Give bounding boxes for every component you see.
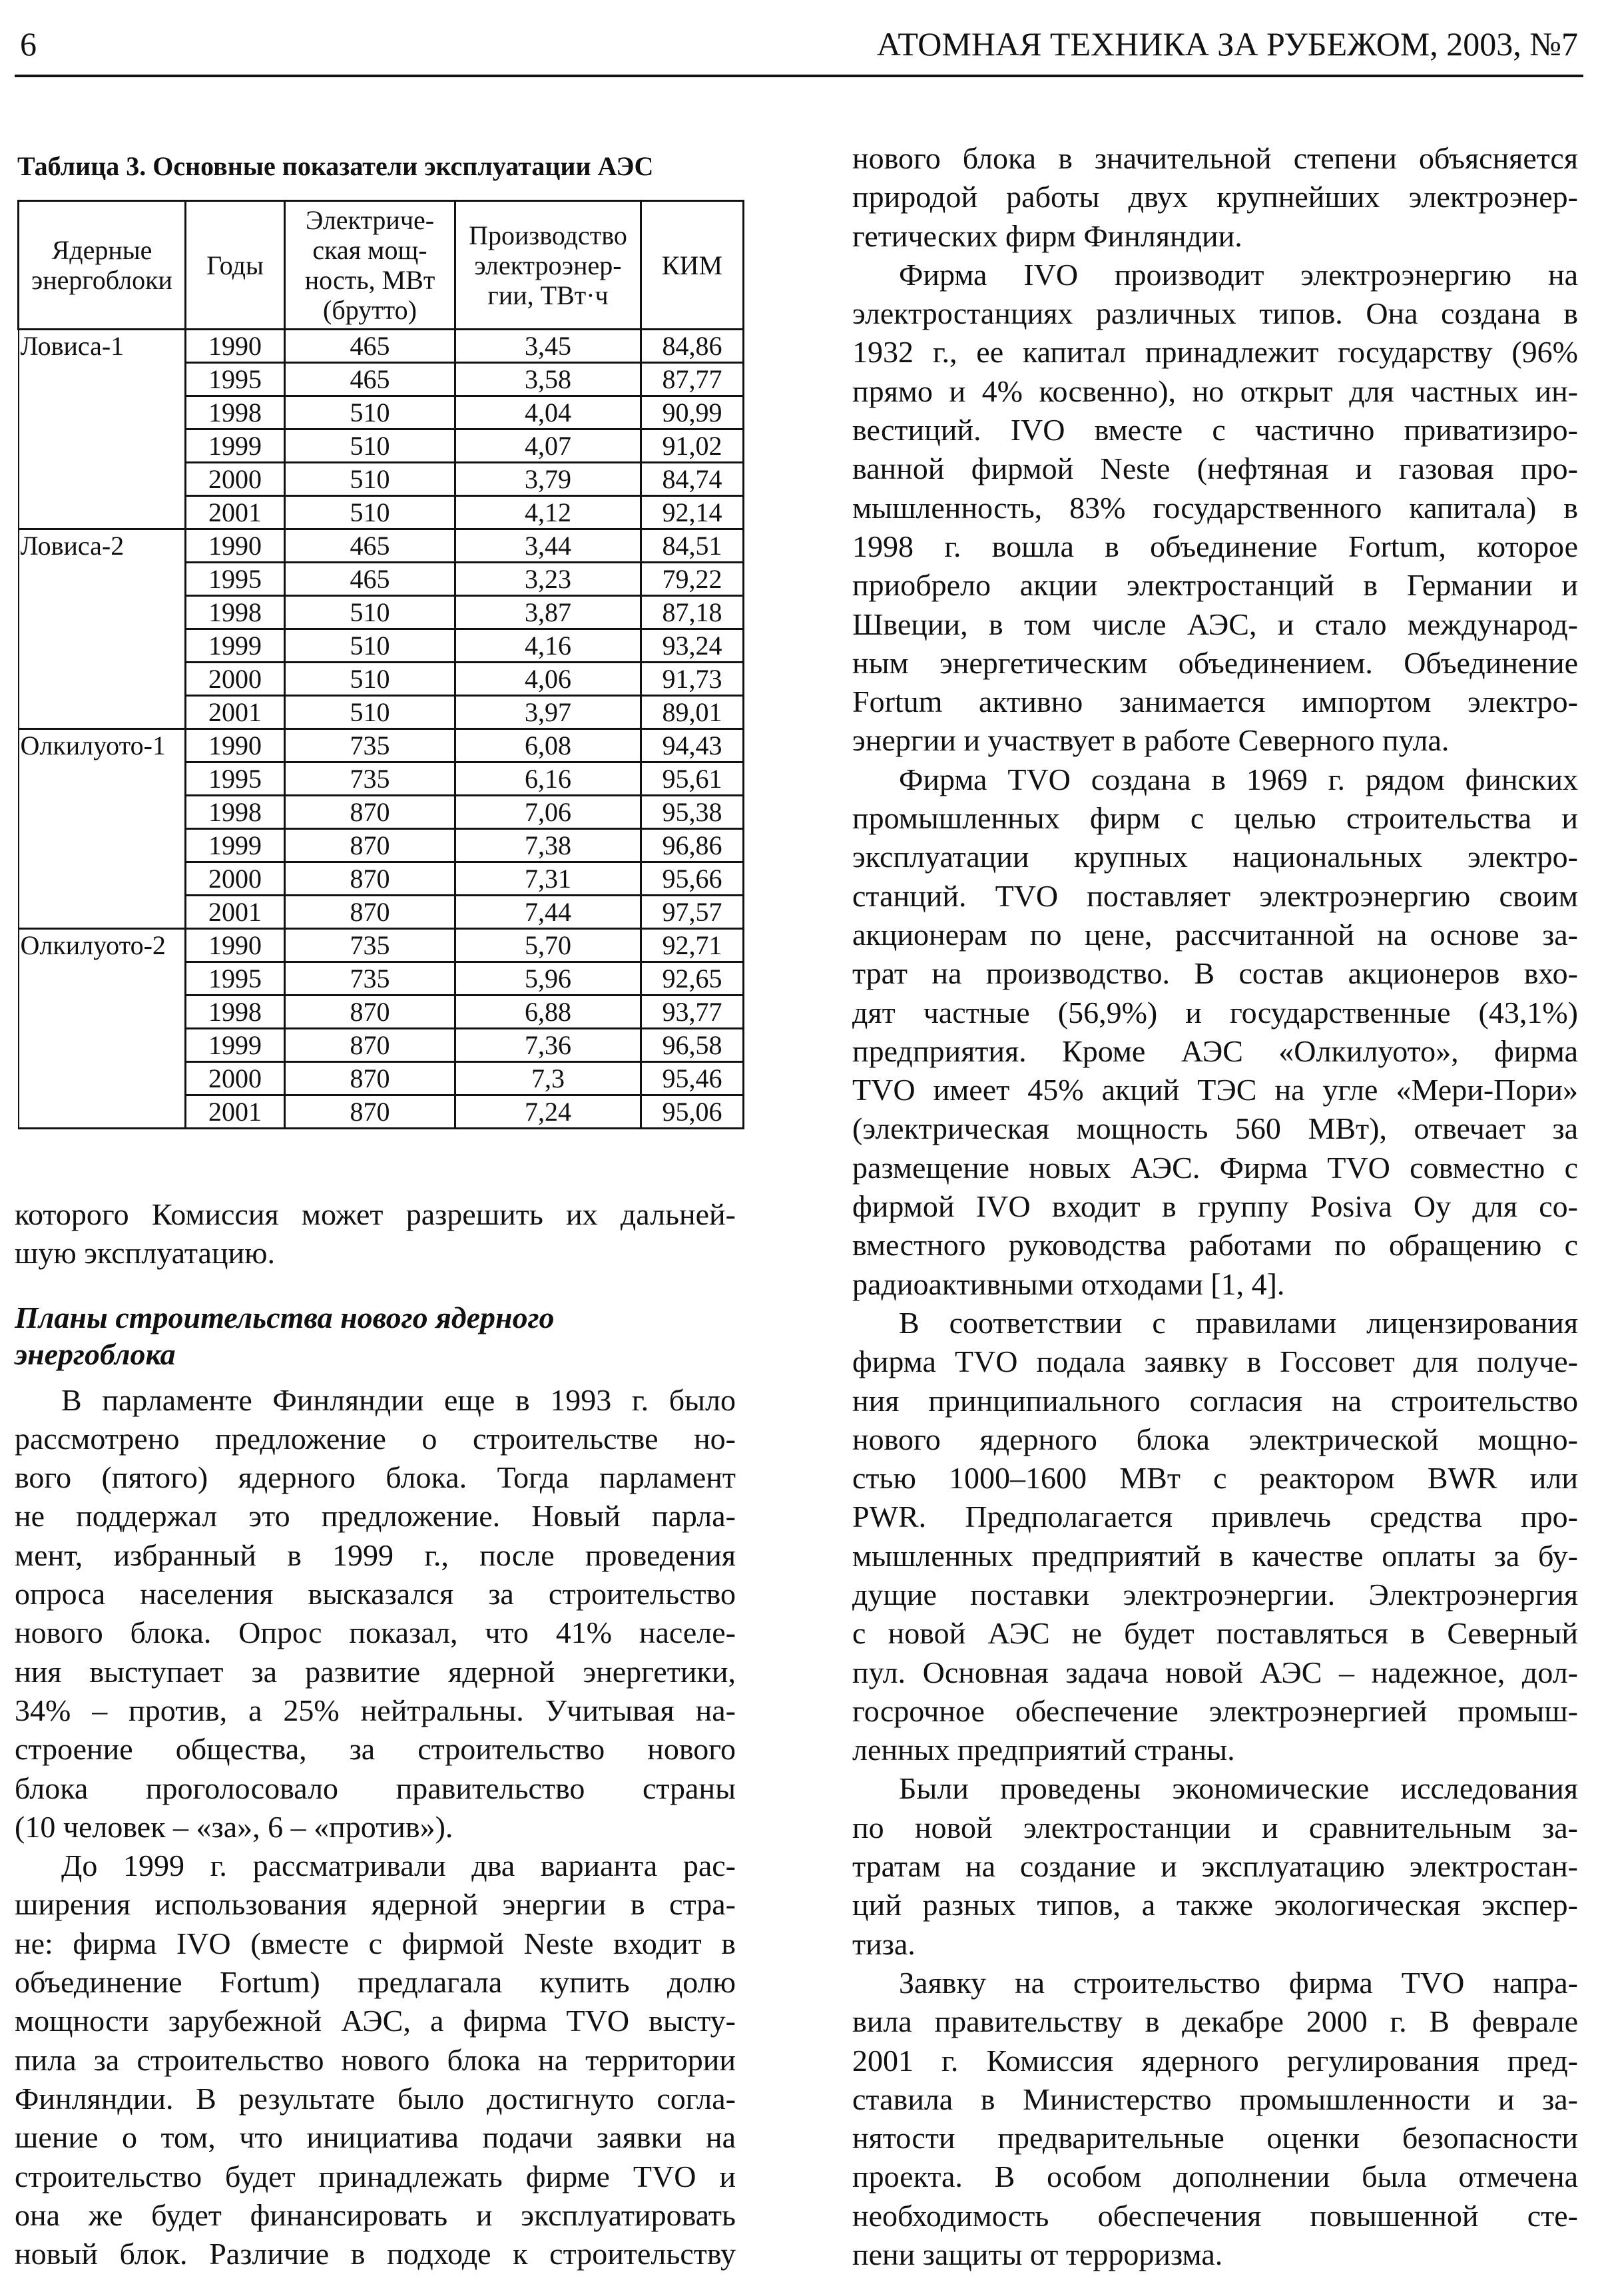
year-cell: 2001 — [186, 896, 285, 929]
production-cell: 3,44 — [455, 529, 641, 563]
year-cell: 1995 — [186, 762, 285, 796]
paragraph-line: мышленных предприятий в качестве оплаты за бу- — [852, 1538, 1578, 1573]
capacity-cell: 870 — [285, 862, 455, 896]
paragraph-line: строительство будет принадлежать фирме TVO и — [15, 2159, 736, 2193]
table-row — [19, 330, 744, 363]
production-cell: 6,08 — [455, 729, 641, 762]
capacity-cell: 465 — [285, 330, 455, 363]
paragraph-line: не поддержал это предложение. Новый парла- — [15, 1499, 736, 1534]
paragraph-line: дят частные (56,9%) и государственные (43,1%) — [852, 995, 1578, 1029]
paragraph-line: нового ядерного блока электрической мощно- — [852, 1422, 1578, 1456]
paragraph-line: пени защиты от терроризма. — [852, 2237, 1223, 2272]
column-header — [641, 201, 744, 330]
year-cell: 2000 — [186, 862, 285, 896]
paragraph-line: (10 человек – «за», 6 – «против»). — [15, 1809, 453, 1844]
paragraph-line: нового блока. Опрос показал, что 41% населе- — [15, 1615, 736, 1650]
column-header-line: КИМ — [661, 250, 723, 280]
paragraph-line: приобрело акции электростанций в Германии и — [852, 568, 1578, 603]
column-header-line: ность, МВт — [304, 265, 435, 295]
paragraph-line: гетических фирм Финляндии. — [852, 218, 1242, 253]
capacity-cell: 870 — [285, 829, 455, 862]
year-cell: 2001 — [186, 1095, 285, 1129]
paragraph-line: ным энергетическим объединением. Объединение — [852, 645, 1578, 680]
paragraph-line: 1998 г. вошла в объединение Fortum, которое — [852, 529, 1578, 563]
paragraph-line: радиоактивными отходами [1, 4]. — [852, 1267, 1285, 1301]
capacity-factor-cell: 84,74 — [641, 463, 744, 496]
production-cell: 6,16 — [455, 762, 641, 796]
year-cell: 1990 — [186, 529, 285, 563]
year-cell: 1995 — [186, 962, 285, 996]
production-cell: 3,97 — [455, 696, 641, 729]
capacity-cell: 510 — [285, 430, 455, 463]
production-cell: 4,12 — [455, 496, 641, 529]
unit-name-cell: Ловиса-1 — [19, 330, 186, 529]
capacity-factor-cell: 92,65 — [641, 962, 744, 996]
paragraph-line: 1932 г., ее капитал принадлежит государству (96% — [852, 335, 1578, 370]
paragraph-line: PWR. Предполагается привлечь средства про- — [852, 1500, 1578, 1534]
capacity-cell: 735 — [285, 929, 455, 962]
paragraph-line: природой работы двух крупнейших электроэнер- — [852, 180, 1578, 214]
paragraph-line: тратам на создание и эксплуатацию электростан- — [852, 1849, 1578, 1884]
capacity-factor-cell: 95,61 — [641, 762, 744, 796]
year-cell: 1990 — [186, 929, 285, 962]
paragraph-line: опроса населения высказался за строительство — [15, 1577, 736, 1611]
paragraph-line: энергии и участвует в работе Северного пула. — [852, 723, 1450, 758]
production-cell: 3,58 — [455, 363, 641, 396]
section-heading: энергоблока — [15, 1336, 176, 1371]
production-cell: 4,16 — [455, 629, 641, 663]
column-header-line: Производство — [469, 220, 627, 250]
production-cell: 7,31 — [455, 862, 641, 896]
year-cell: 1999 — [186, 1029, 285, 1062]
paragraph-line: вестиций. IVO вместе с частично приватизиро- — [852, 413, 1578, 447]
table-caption: Таблица 3. Основные показатели эксплуатации АЭС — [17, 151, 654, 181]
paragraph-line: вместного руководства работами по обращению с — [852, 1228, 1578, 1263]
paragraph-line: Фирма TVO создана в 1969 г. рядом финских — [899, 762, 1578, 796]
paragraph-line: Швеции, в том числе АЭС, и стало международ- — [852, 607, 1578, 641]
paragraph-line: фирмой IVO входит в группу Posiva Oy для со- — [852, 1189, 1578, 1224]
paragraph-line: мощности зарубежной АЭС, а фирма TVO высту- — [15, 2004, 736, 2038]
year-cell: 1998 — [186, 996, 285, 1029]
column-header-line: (брутто) — [323, 295, 417, 325]
paragraph-line: необходимость обеспечения повышенной сте- — [852, 2198, 1578, 2233]
paragraph-line: мышленность, 83% государственного капитала) в — [852, 490, 1578, 525]
capacity-factor-cell: 84,51 — [641, 529, 744, 563]
column-header-line: энергоблоки — [31, 265, 172, 295]
table-row — [19, 929, 744, 962]
paragraph-line: Финляндии. В результате было достигнуто согла- — [15, 2081, 736, 2116]
paragraph-line: Фирма IVO производит электроэнергию на — [899, 257, 1578, 292]
production-cell: 3,79 — [455, 463, 641, 496]
capacity-cell: 510 — [285, 696, 455, 729]
year-cell: 1999 — [186, 430, 285, 463]
table-body — [19, 330, 744, 1129]
production-cell: 7,36 — [455, 1029, 641, 1062]
paragraph-line: трат на производство. В состав акционеров вхо- — [852, 956, 1578, 991]
capacity-cell: 465 — [285, 563, 455, 596]
column-header-line: электроэнер- — [474, 250, 622, 280]
paragraph-line: акционерам по цене, рассчитанной на основе за- — [852, 917, 1578, 952]
capacity-cell: 870 — [285, 1095, 455, 1129]
capacity-cell: 510 — [285, 396, 455, 430]
column-header-line: ская мощ- — [312, 235, 427, 265]
capacity-cell: 870 — [285, 1062, 455, 1095]
capacity-factor-cell: 92,71 — [641, 929, 744, 962]
paragraph-line: блока проголосовало правительство страны — [15, 1771, 736, 1805]
paragraph-line: шение о том, что инициатива подачи заявки на — [15, 2120, 736, 2155]
year-cell: 2000 — [186, 1062, 285, 1095]
paragraph-line: прямо и 4% косвенно), но открыт для частных ин- — [852, 374, 1578, 408]
production-cell: 7,06 — [455, 796, 641, 829]
paragraph-line: ций разных типов, а также экологическая экспер- — [852, 1888, 1578, 1922]
year-cell: 1999 — [186, 829, 285, 862]
paragraph-line: мент, избранный в 1999 г., после проведения — [15, 1538, 736, 1572]
paragraph-line: которого Комиссия может разрешить их дальней- — [15, 1197, 736, 1231]
year-cell: 1999 — [186, 629, 285, 663]
paragraph-line: новый блок. Различие в подходе к строительству — [15, 2237, 736, 2271]
year-cell: 1990 — [186, 729, 285, 762]
paragraph-line: пила за строительство нового блока на территории — [15, 2042, 736, 2077]
capacity-factor-cell: 96,86 — [641, 829, 744, 862]
capacity-factor-cell: 90,99 — [641, 396, 744, 430]
capacity-factor-cell: 97,57 — [641, 896, 744, 929]
capacity-cell: 510 — [285, 629, 455, 663]
capacity-cell: 870 — [285, 996, 455, 1029]
capacity-factor-cell: 89,01 — [641, 696, 744, 729]
paragraph-line: ния принципиального согласия на строительство — [852, 1383, 1578, 1418]
paragraph-line: Fortum активно занимается импортом электро- — [852, 685, 1578, 719]
paragraph-line: объединение Fortum) предлагала купить долю — [15, 1965, 736, 2000]
paragraph-line: станций. TVO поставляет электроэнергию своим — [852, 878, 1578, 913]
year-cell: 2000 — [186, 463, 285, 496]
production-cell: 3,87 — [455, 596, 641, 629]
capacity-cell: 735 — [285, 729, 455, 762]
year-cell: 1998 — [186, 596, 285, 629]
paragraph-line: по новой электростанции и сравнительным за- — [852, 1810, 1578, 1845]
capacity-cell: 735 — [285, 762, 455, 796]
production-cell: 3,23 — [455, 563, 641, 596]
paragraph-line: дущие поставки электроэнергии. Электроэнергия — [852, 1577, 1578, 1611]
paragraph-line: ния выступает за развитие ядерной энергетики, — [15, 1654, 736, 1689]
capacity-cell: 870 — [285, 796, 455, 829]
capacity-factor-cell: 87,77 — [641, 363, 744, 396]
left-text-column — [15, 1195, 736, 2273]
year-cell: 1995 — [186, 563, 285, 596]
table-row — [19, 529, 744, 563]
capacity-factor-cell: 96,58 — [641, 1029, 744, 1062]
paragraph-line: TVO имеет 45% акций ТЭС на угле «Мери-Пори» — [852, 1073, 1578, 1107]
column-header-line: Ядерные — [51, 235, 152, 265]
operations-table — [17, 200, 744, 1129]
capacity-factor-cell: 95,38 — [641, 796, 744, 829]
capacity-factor-cell: 79,22 — [641, 563, 744, 596]
capacity-cell: 870 — [285, 896, 455, 929]
column-header — [186, 201, 285, 330]
paragraph-line: строение общества, за строительство нового — [15, 1732, 736, 1767]
paragraph-line: ширения использования ядерной энергии в стра- — [15, 1887, 736, 1922]
capacity-cell: 510 — [285, 663, 455, 696]
capacity-factor-cell: 95,66 — [641, 862, 744, 896]
paragraph-line: рассмотрено предложение о строительстве но- — [15, 1421, 736, 1456]
section-heading: Планы строительства нового ядерного — [15, 1300, 555, 1334]
paragraph-line: нятости предварительные оценки безопасности — [852, 2121, 1578, 2155]
production-cell: 7,38 — [455, 829, 641, 862]
paragraph-line: В соответствии с правилами лицензирования — [899, 1305, 1578, 1340]
capacity-cell: 870 — [285, 1029, 455, 1062]
paragraph-line: 34% – против, а 25% нейтральны. Учитывая на- — [15, 1693, 736, 1727]
capacity-factor-cell: 94,43 — [641, 729, 744, 762]
spacer — [15, 1372, 736, 1381]
column-header — [19, 201, 186, 330]
column-header-line: Годы — [206, 250, 264, 280]
production-cell: 5,96 — [455, 962, 641, 996]
production-cell: 3,45 — [455, 330, 641, 363]
table-header-row — [19, 201, 744, 330]
paragraph-line: с новой АЭС не будет поставляться в Северный — [852, 1616, 1578, 1651]
paragraph-line: стью 1000–1600 МВт с реактором BWR или — [852, 1461, 1578, 1496]
capacity-factor-cell: 91,73 — [641, 663, 744, 696]
capacity-factor-cell: 95,46 — [641, 1062, 744, 1095]
paragraph-line: тиза. — [852, 1926, 916, 1961]
capacity-cell: 510 — [285, 596, 455, 629]
unit-name-cell: Олкилуото-2 — [19, 929, 186, 1129]
capacity-factor-cell: 91,02 — [641, 430, 744, 463]
paragraph-line: проекта. В особом дополнении была отмечена — [852, 2159, 1578, 2194]
paragraph-line: нового блока в значительной степени объясняется — [852, 141, 1578, 175]
capacity-factor-cell: 93,24 — [641, 629, 744, 663]
year-cell: 2000 — [186, 663, 285, 696]
paragraph-line: В парламенте Финляндии еще в 1993 г. было — [61, 1382, 736, 1417]
production-cell: 5,70 — [455, 929, 641, 962]
paragraph-line: промышленных фирм с целью строительства и — [852, 801, 1578, 836]
paragraph-line: фирма TVO подала заявку в Госсовет для получе- — [852, 1344, 1578, 1379]
capacity-factor-cell: 84,86 — [641, 330, 744, 363]
paragraph-line: 2001 г. Комиссия ядерного регулирования пред- — [852, 2043, 1578, 2078]
capacity-cell: 465 — [285, 529, 455, 563]
paragraph-line: размещение новых АЭС. Фирма TVO совместно с — [852, 1150, 1578, 1185]
paragraph-line: Заявку на строительство фирма TVO напра- — [899, 1965, 1578, 2000]
production-cell: 4,04 — [455, 396, 641, 430]
production-cell: 6,88 — [455, 996, 641, 1029]
header-rule — [15, 75, 1583, 77]
unit-name-cell: Олкилуото-1 — [19, 729, 186, 929]
paragraph-line: ленных предприятий страны. — [852, 1733, 1235, 1767]
running-header-journal: АТОМНАЯ ТЕХНИКА ЗА РУБЕЖОМ, 2003, №7 — [876, 25, 1578, 63]
production-cell: 4,06 — [455, 663, 641, 696]
production-cell: 7,24 — [455, 1095, 641, 1129]
spacer — [15, 1273, 736, 1298]
capacity-cell: 735 — [285, 962, 455, 996]
paragraph-line: ставила в Министерство промышленности и за- — [852, 2082, 1578, 2116]
right-text-column — [852, 139, 1578, 2274]
page-number: 6 — [20, 25, 37, 63]
capacity-cell: 510 — [285, 463, 455, 496]
paragraph-line: пул. Основная задача новой АЭС – надежное, дол- — [852, 1655, 1578, 1689]
production-cell: 7,44 — [455, 896, 641, 929]
unit-name-cell: Ловиса-2 — [19, 529, 186, 729]
year-cell: 1990 — [186, 330, 285, 363]
year-cell: 1995 — [186, 363, 285, 396]
paragraph-line: (электрическая мощность 560 МВт), отвечает за — [852, 1111, 1578, 1146]
capacity-factor-cell: 93,77 — [641, 996, 744, 1029]
paragraph-line: вого (пятого) ядерного блока. Тогда парламент — [15, 1460, 736, 1495]
paragraph-line: ванной фирмой Neste (нефтяная и газовая про- — [852, 451, 1578, 486]
paragraph-line: госрочное обеспечение электроэнергией промыш- — [852, 1693, 1578, 1728]
year-cell: 1998 — [186, 796, 285, 829]
column-header — [285, 201, 455, 330]
paragraph-line: Были проведены экономические исследования — [899, 1771, 1578, 1806]
paragraph-line: шую эксплуатацию. — [15, 1236, 276, 1271]
paragraph-line: не: фирма IVO (вместе с фирмой Neste входит в — [15, 1926, 736, 1960]
paragraph-line: До 1999 г. рассматривали два варианта рас- — [61, 1849, 736, 1883]
paragraph-line: эксплуатации крупных национальных электро- — [852, 840, 1578, 874]
year-cell: 2001 — [186, 696, 285, 729]
column-header-line: гии, ТВт·ч — [487, 280, 609, 310]
capacity-factor-cell: 87,18 — [641, 596, 744, 629]
production-cell: 4,07 — [455, 430, 641, 463]
column-header — [455, 201, 641, 330]
table-row — [19, 729, 744, 762]
production-cell: 7,3 — [455, 1062, 641, 1095]
year-cell: 2001 — [186, 496, 285, 529]
paragraph-line: она же будет финансировать и эксплуатировать — [15, 2197, 736, 2232]
capacity-factor-cell: 92,14 — [641, 496, 744, 529]
capacity-factor-cell: 95,06 — [641, 1095, 744, 1129]
paragraph-line: вила правительству в декабре 2000 г. В феврале — [852, 2004, 1578, 2039]
paragraph-line: электростанциях различных типов. Она создана в — [852, 296, 1578, 331]
capacity-cell: 465 — [285, 363, 455, 396]
capacity-cell: 510 — [285, 496, 455, 529]
year-cell: 1998 — [186, 396, 285, 430]
paragraph-line: предприятия. Кроме АЭС «Олкилуото», фирма — [852, 1033, 1578, 1068]
column-header-line: Электриче- — [305, 205, 435, 235]
